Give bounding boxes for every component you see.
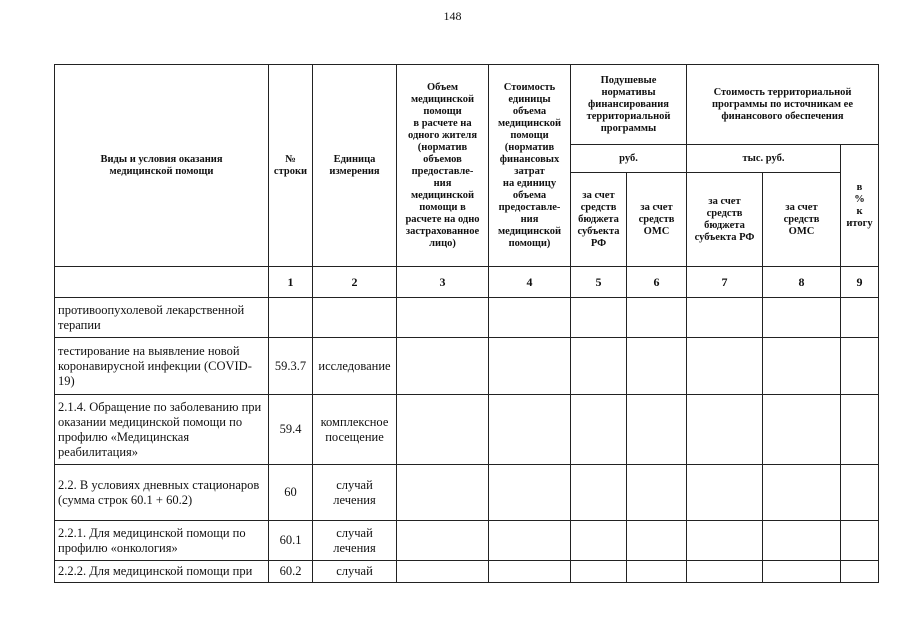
row-name: 2.2.1. Для медицинской помощи по профилю «онкология» [55,521,269,561]
header-percent: в % к итогу [841,145,879,267]
header-thous-rub: тыс. руб. [687,145,841,173]
table-row [55,561,879,583]
col-number: 6 [627,267,687,298]
header-row-number: № строки [269,65,313,267]
header-unit-cost: Стоимость единицы объема медицинской помощи (норматив финансовых затрат на единицу объема предоставле- ния медицинской помощи) [489,65,571,267]
row-unit [313,298,397,338]
row-unit: исследование [313,338,397,395]
header-territorial-cost: Стоимость территориальной программы по источникам ее финансового обеспечения [687,65,879,145]
row-name: 2.2. В условиях дневных стационаров (сумма строк 60.1 + 60.2) [55,465,269,521]
row-name: тестирование на выявление новой коронавирусной инфекции (COVID-19) [55,338,269,395]
row-unit: случай [313,561,397,583]
header-volume: Объем медицинской помощи в расчете на одного жителя (норматив объемов предоставле- ния медицинской помощи в расчете на одно застрахованное лицо) [397,65,489,267]
row-code [269,298,313,338]
header-oms-2: за счет средств ОМС [763,173,841,267]
col-number: 8 [763,267,841,298]
header-budget-rf-2: за счет средств бюджета субъекта РФ [687,173,763,267]
table-row [55,338,879,395]
row-code: 59.3.7 [269,338,313,395]
page-number: 148 [443,9,462,23]
col-number: 9 [841,267,879,298]
header-budget-rf: за счет средств бюджета субъекта РФ [571,173,627,267]
header-unit: Единица измерения [313,65,397,267]
header-oms: за счет средств ОМС [627,173,687,267]
row-code: 60 [269,465,313,521]
col-number: 2 [313,267,397,298]
col-number: 5 [571,267,627,298]
header-kind: Виды и условия оказания медицинской помощи [55,65,269,267]
table-row [55,395,879,465]
row-name: 2.1.4. Обращение по заболеванию при оказании медицинской помощи по профилю «Медицинская реабилитация» [55,395,269,465]
row-name: 2.2.2. Для медицинской помощи при [55,561,269,583]
col-number: 7 [687,267,763,298]
table-row [55,465,879,521]
table-row [55,298,879,338]
col-number: 1 [269,267,313,298]
header-rub: руб. [571,145,687,173]
col-number-label [55,267,269,298]
col-number: 3 [397,267,489,298]
row-code: 60.1 [269,521,313,561]
header-per-capita: Подушевые нормативы финансирования территориальной программы [571,65,687,145]
row-code: 60.2 [269,561,313,583]
row-unit: случай лечения [313,521,397,561]
medical-care-table [54,64,879,583]
row-unit: комплексное посещение [313,395,397,465]
table-row [55,521,879,561]
col-number: 4 [489,267,571,298]
row-code: 59.4 [269,395,313,465]
row-name: противоопухолевой лекарственной терапии [55,298,269,338]
row-unit: случай лечения [313,465,397,521]
